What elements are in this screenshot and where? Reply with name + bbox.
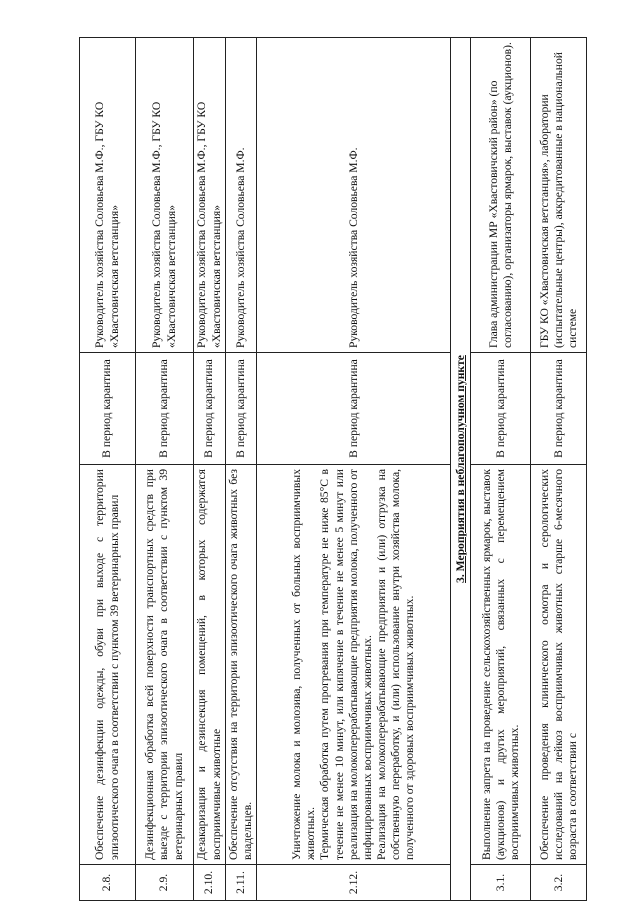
measure-responsible: ГБУ КО «Хвастовичская ветстанция», лаборатории (испытательные центры), аккредитованные в национальной системе bbox=[531, 38, 587, 353]
measure-responsible: Руководитель хозяйства Соловьева М.Ф., ГБУ КО «Хвастовичская ветстанция» bbox=[194, 38, 226, 353]
measure-text: Выполнение запрета на проведение сельскохозяйственных ярмарок, выставок (аукционов) и других мероприятий, связанных с перемещением восприимчивых животных. bbox=[471, 465, 531, 865]
table-row bbox=[226, 38, 257, 901]
measure-text bbox=[257, 465, 451, 865]
measure-responsible: Руководитель хозяйства Соловьева М.Ф. bbox=[226, 38, 257, 353]
measure-responsible: Руководитель хозяйства Соловьева М.Ф. bbox=[257, 38, 451, 353]
measure-term: В период карантина bbox=[194, 353, 226, 465]
measure-term: В период карантина bbox=[136, 353, 194, 465]
table-row bbox=[471, 38, 531, 901]
measure-text: Обеспечение дезинфекции одежды, обуви при выходе с территории эпизоотического очага в соответствии с пунктом 39 ветеринарных правил bbox=[80, 465, 136, 865]
measure-paragraph: Уничтожение молока и молозива, полученных от больных восприимчивых животных. bbox=[290, 469, 318, 860]
measures-table bbox=[79, 37, 587, 901]
measure-term: В период карантина bbox=[257, 353, 451, 465]
measure-term: В период карантина bbox=[80, 353, 136, 465]
section-heading: 3. Мероприятия в неблагополучном пункте bbox=[451, 38, 471, 901]
row-number: 2.8. bbox=[80, 865, 136, 901]
row-number: 3.1. bbox=[471, 865, 531, 901]
measure-responsible: Глава администрации МР «Хвастовичский район» (по согласованию), организаторы ярмарок, выставок (аукционов). bbox=[471, 38, 531, 353]
measure-paragraph: Реализация на молокоперерабатывающие предприятия и (или) отгрузка на собственную переработку, и (или) использование внутри хозяйства молока, полученного от здоровых восприимчивых животных. bbox=[374, 469, 417, 860]
row-number: 2.11. bbox=[226, 865, 257, 901]
table-row bbox=[194, 38, 226, 901]
measure-term: В период карантина bbox=[471, 353, 531, 465]
measure-responsible: Руководитель хозяйства Соловьева М.Ф., ГБУ КО «Хвастовичская ветстанция» bbox=[136, 38, 194, 353]
section-row bbox=[451, 38, 471, 901]
row-number: 2.12. bbox=[257, 865, 451, 901]
table-row bbox=[80, 38, 136, 901]
measure-paragraph: Термическая обработка путем прогревания при температуре не ниже 85°С в течение не менее 10 минут, или кипячение в течение не менее 5 минут или реализация на молокоперерабатывающие предприятия молока, полученного от инфицированных восприимчивых животных. bbox=[318, 469, 374, 860]
measure-term: В период карантина bbox=[531, 353, 587, 465]
measure-responsible: Руководитель хозяйства Соловьева М.Ф., ГБУ КО «Хвастовичская ветстанция» bbox=[80, 38, 136, 353]
table-row bbox=[257, 38, 451, 901]
row-number: 3.2. bbox=[531, 865, 587, 901]
row-number: 2.10. bbox=[194, 865, 226, 901]
measure-term: В период карантина bbox=[226, 353, 257, 465]
measure-text: Обеспечение отсутствия на территории эпизоотического очага животных без владельцев. bbox=[226, 465, 257, 865]
table-row bbox=[531, 38, 587, 901]
row-number: 2.9. bbox=[136, 865, 194, 901]
measure-text: Дезакаризация и дезинсекция помещений, в которых содержатся восприимчивые животные bbox=[194, 465, 226, 865]
measure-text: Обеспечение проведения клинического осмотра и серологических исследований на лейкоз восприимчивых животных старше 6-месячного возраста в соответствии с bbox=[531, 465, 587, 865]
measure-text: Дезинфекционная обработка всей поверхности транспортных средств при выезде с территории эпизоотического очага в соответствии с пунктом 39 ветеринарных правил bbox=[136, 465, 194, 865]
table-row bbox=[136, 38, 194, 901]
